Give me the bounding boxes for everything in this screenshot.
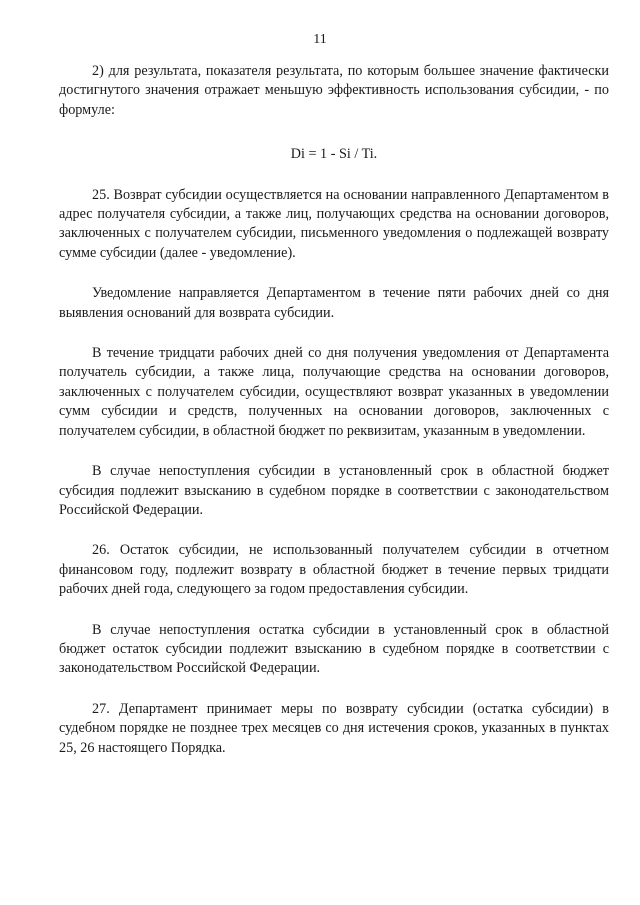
document-body [59, 62, 609, 779]
paragraph-result-indicator: 2) для результата, показателя результата, по которым большее значение фактически достигнутого значения отражает меньшую эффективность использования субсидии, - по формуле: [59, 63, 609, 118]
formula: Di = 1 - Si / Ti. [290, 146, 378, 163]
paragraph-26: 26. Остаток субсидии, не использованный получателем субсидии в отчетном финансовом году, подлежит возврату в областной бюджет в течение первых тридцати рабочих дней года, следующего за годом предоставления субсидии. [59, 542, 609, 598]
paragraph-return-period: В течение тридцати рабочих дней со дня получения уведомления от Департамента получатель субсидии, а также лица, получающие средства на основании договоров, заключенных с получателем субсидии, осуществляют возврат указанных в уведомлении сумм субсидии и средств, полученных на основании договоров, заключенных с получателем субсидии, в областной бюджет по реквизитам, указанным в уведомлении. [59, 345, 609, 439]
paragraph-25: 25. Возврат субсидии осуществляется на основании направленного Департаментом в адрес получателя субсидии, а также лиц, получающих средства на основании договоров, заключенных с получателем субсидии, письменного уведомления о подлежащей возврату сумме субсидии (далее - уведомление). [59, 186, 609, 261]
paragraph-notification: Уведомление направляется Департаментом в течение пяти рабочих дней со дня выявления оснований для возврата субсидии. [59, 285, 609, 321]
paragraph-recovery: В случае непоступления субсидии в установленный срок в областной бюджет субсидия подлежит взысканию в судебном порядке в соответствии с законодательством Российской Федерации. [59, 463, 609, 518]
paragraph-27: 27. Департамент принимает меры по возврату субсидии (остатка субсидии) в судебном порядке не позднее трех месяцев со дня истечения сроков, указанных в пунктах 25, 26 настоящего Порядка. [59, 700, 609, 756]
paragraph-remainder-recovery: В случае непоступления остатка субсидии в установленный срок в областной бюджет остаток субсидии подлежит взысканию в судебном порядке в соответствии с законодательством Российской Федерации. [59, 621, 609, 677]
page-number: 11 [313, 32, 327, 47]
